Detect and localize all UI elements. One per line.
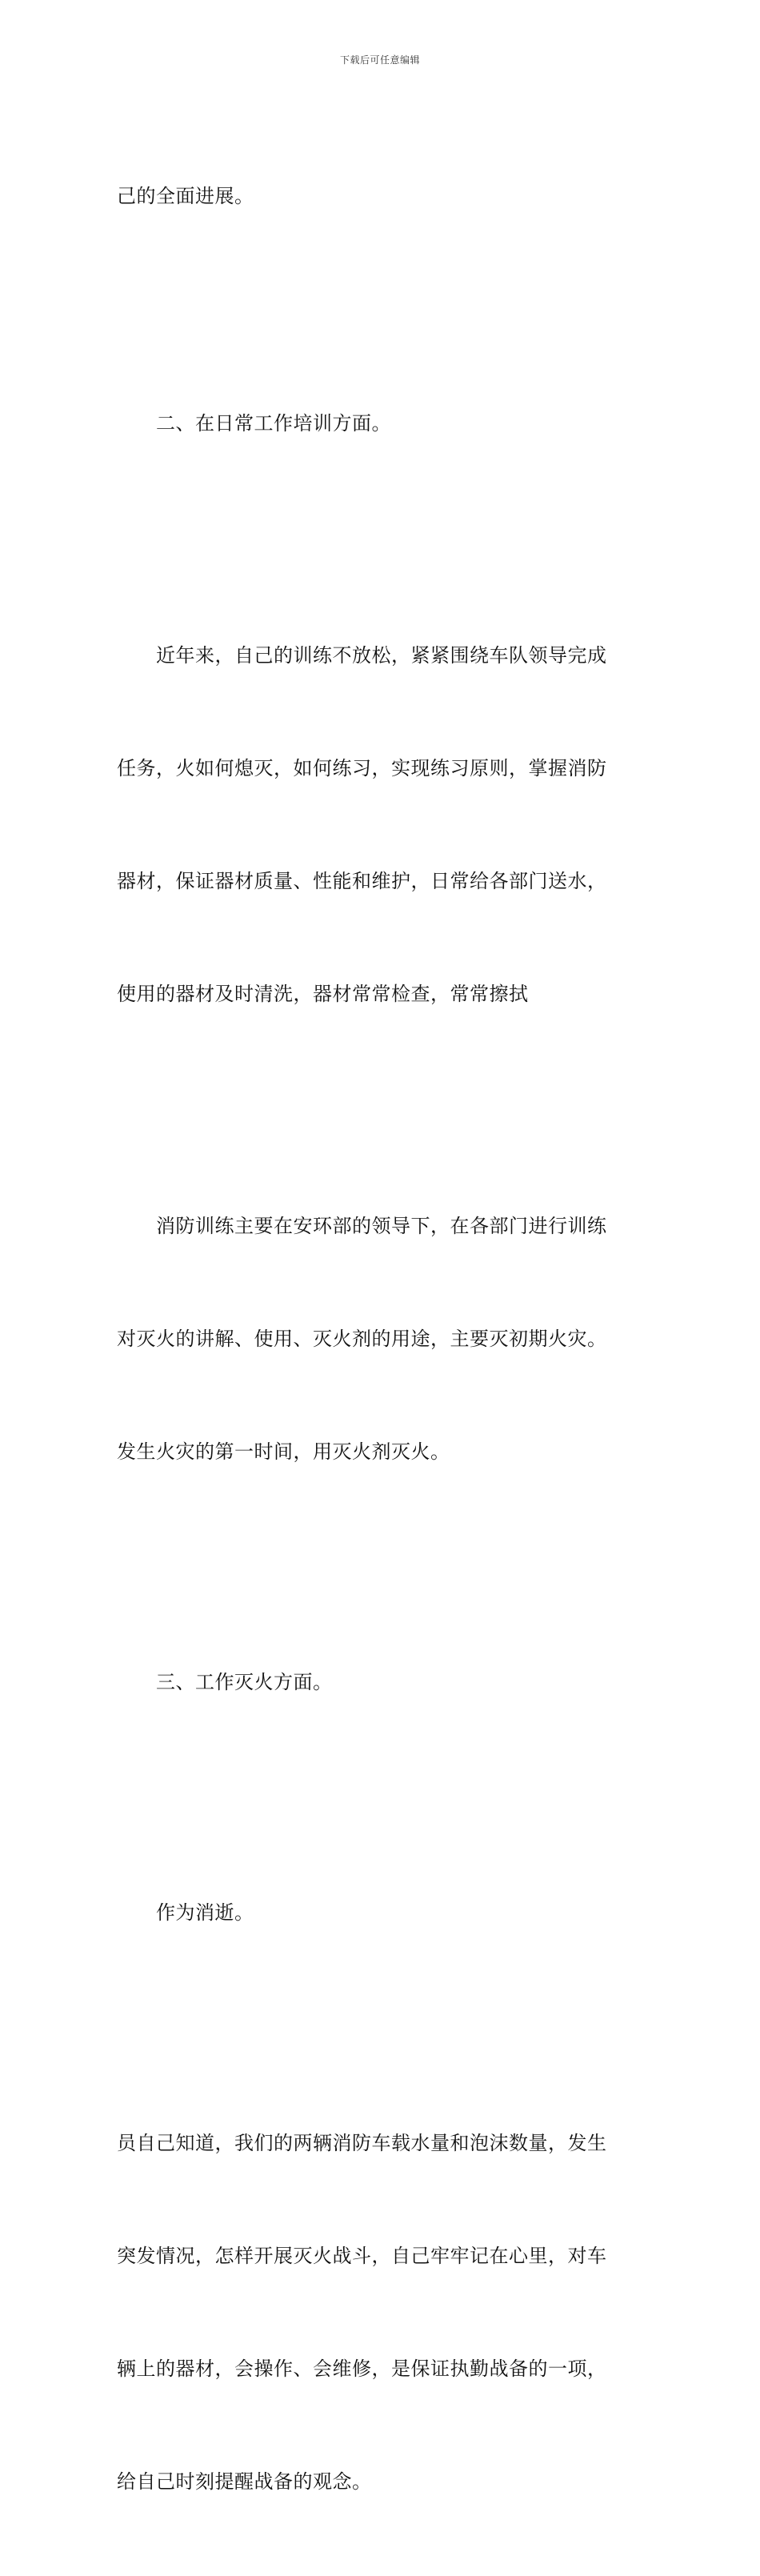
text-line: 使用的器材及时清洗，器材常常检查，常常擦拭 bbox=[117, 983, 529, 1005]
text-line: 员自己知道，我们的两辆消防车载水量和泡沫数量，发生 bbox=[117, 2132, 607, 2154]
document-body bbox=[117, 102, 650, 2576]
text-line: 给自己时刻提醒战备的观念。 bbox=[117, 2470, 372, 2493]
paragraph-vehicles bbox=[117, 2049, 650, 2576]
paragraph-training bbox=[117, 562, 650, 1088]
text-line: 二、在日常工作培训方面。 bbox=[117, 412, 391, 435]
text-line: 消防训练主要在安环部的领导下，在各部门进行训练 bbox=[117, 1215, 607, 1237]
text-line: 发生火灾的第一时间，用灭火剂灭火。 bbox=[117, 1440, 450, 1463]
paragraph-continuation bbox=[117, 102, 650, 290]
text-line: 作为消逝。 bbox=[117, 1901, 254, 1924]
text-line: 近年来，自己的训练不放松，紧紧围绕车队领导完成 bbox=[117, 644, 607, 667]
text-line: 辆上的器材，会操作、会维修，是保证执勤战备的一项， bbox=[117, 2358, 607, 2380]
text-line: 对灭火的讲解、使用、灭火剂的用途，主要灭初期火灾。 bbox=[117, 1328, 607, 1350]
page-header: 下载后可任意编辑 bbox=[339, 54, 420, 66]
text-line: 器材，保证器材质量、性能和维护，日常给各部门送水， bbox=[117, 870, 607, 892]
paragraph-fire-training bbox=[117, 1132, 650, 1546]
text-line: 任务，火如何熄灭，如何练习，实现练习原则，掌握消防 bbox=[117, 757, 607, 779]
paragraph-short bbox=[117, 1819, 650, 2007]
text-line: 三、工作灭火方面。 bbox=[117, 1671, 333, 1693]
text-line: 突发情况，怎样开展灭火战斗，自己牢牢记在心里，对车 bbox=[117, 2245, 607, 2267]
section-heading-3 bbox=[117, 1588, 650, 1777]
section-heading-2 bbox=[117, 330, 650, 518]
text-line: 己的全面进展。 bbox=[117, 185, 254, 207]
